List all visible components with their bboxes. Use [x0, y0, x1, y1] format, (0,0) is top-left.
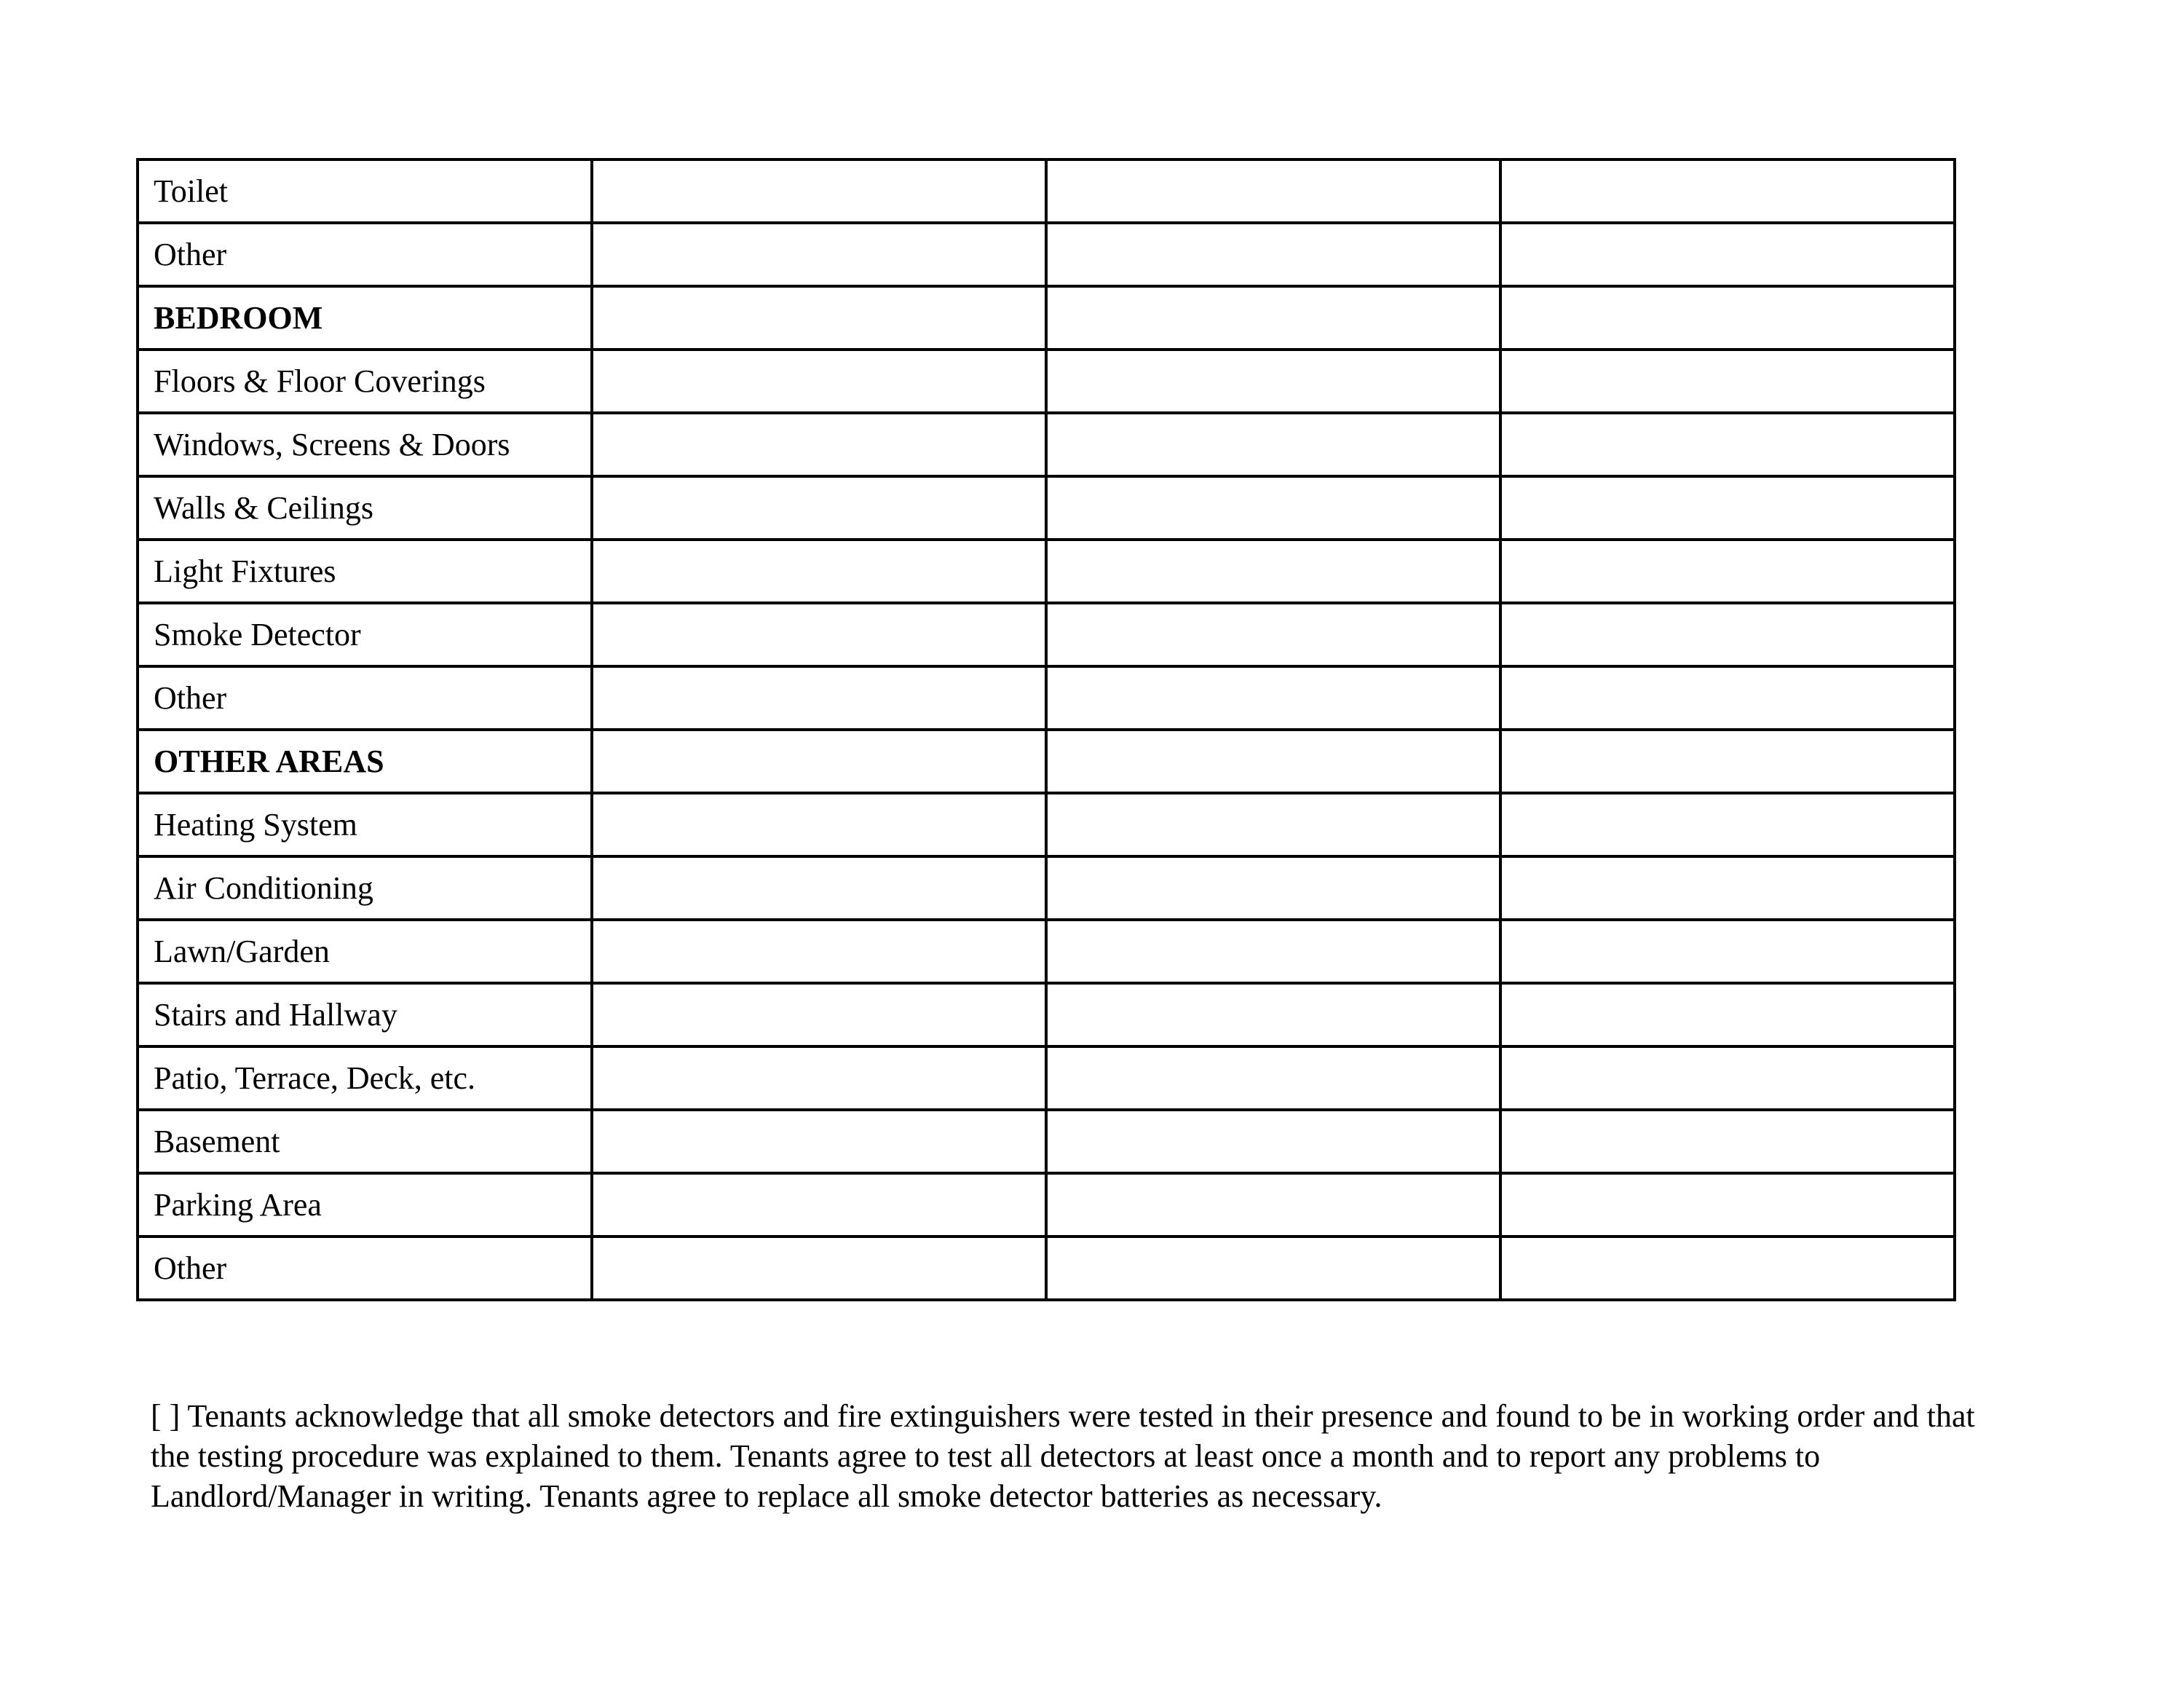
blank-entry-cell[interactable]: [1046, 603, 1500, 666]
blank-entry-cell[interactable]: [1500, 286, 1955, 350]
blank-entry-cell[interactable]: [1046, 350, 1500, 413]
table-row: [138, 159, 1955, 223]
blank-entry-cell[interactable]: [1046, 286, 1500, 350]
blank-entry-cell[interactable]: [1046, 413, 1500, 476]
blank-entry-cell[interactable]: [592, 666, 1046, 730]
blank-entry-cell[interactable]: [592, 286, 1046, 350]
row-label: Toilet: [138, 159, 592, 223]
blank-entry-cell[interactable]: [592, 856, 1046, 920]
row-label: Stairs and Hallway: [138, 983, 592, 1046]
blank-entry-cell[interactable]: [1046, 666, 1500, 730]
blank-entry-cell[interactable]: [592, 223, 1046, 286]
blank-entry-cell[interactable]: [1046, 856, 1500, 920]
blank-entry-cell[interactable]: [592, 730, 1046, 793]
row-label: Other: [138, 1237, 592, 1300]
blank-entry-cell[interactable]: [1046, 730, 1500, 793]
blank-entry-cell[interactable]: [592, 793, 1046, 856]
table-row: [138, 603, 1955, 666]
blank-entry-cell[interactable]: [1500, 1110, 1955, 1173]
row-label: Smoke Detector: [138, 603, 592, 666]
blank-entry-cell[interactable]: [1046, 1173, 1500, 1237]
row-label: Light Fixtures: [138, 540, 592, 603]
blank-entry-cell[interactable]: [1500, 603, 1955, 666]
blank-entry-cell[interactable]: [1046, 1237, 1500, 1300]
blank-entry-cell[interactable]: [1500, 350, 1955, 413]
row-label: Other: [138, 666, 592, 730]
section-header-row: [138, 730, 1955, 793]
blank-entry-cell[interactable]: [592, 540, 1046, 603]
blank-entry-cell[interactable]: [592, 159, 1046, 223]
inspection-checklist-table: [136, 158, 1956, 1301]
blank-entry-cell[interactable]: [592, 1110, 1046, 1173]
section-header-row: [138, 286, 1955, 350]
table-row: [138, 856, 1955, 920]
blank-entry-cell[interactable]: [1500, 920, 1955, 983]
table-row: [138, 1173, 1955, 1237]
blank-entry-cell[interactable]: [1500, 856, 1955, 920]
blank-entry-cell[interactable]: [1046, 1046, 1500, 1110]
table-row: [138, 476, 1955, 540]
blank-entry-cell[interactable]: [592, 1173, 1046, 1237]
blank-entry-cell[interactable]: [1500, 1173, 1955, 1237]
blank-entry-cell[interactable]: [1046, 223, 1500, 286]
table-row: [138, 666, 1955, 730]
row-label: Heating System: [138, 793, 592, 856]
blank-entry-cell[interactable]: [1046, 476, 1500, 540]
row-label: Walls & Ceilings: [138, 476, 592, 540]
blank-entry-cell[interactable]: [1500, 1237, 1955, 1300]
table-row: [138, 1237, 1955, 1300]
table-row: [138, 413, 1955, 476]
table-row: [138, 920, 1955, 983]
section-header-label: OTHER AREAS: [138, 730, 592, 793]
blank-entry-cell[interactable]: [1500, 793, 1955, 856]
blank-entry-cell[interactable]: [1046, 983, 1500, 1046]
table-row: [138, 793, 1955, 856]
table-row: [138, 1046, 1955, 1110]
blank-entry-cell[interactable]: [1500, 666, 1955, 730]
table-row: [138, 983, 1955, 1046]
row-label: Windows, Screens & Doors: [138, 413, 592, 476]
blank-entry-cell[interactable]: [1046, 540, 1500, 603]
blank-entry-cell[interactable]: [1046, 1110, 1500, 1173]
blank-entry-cell[interactable]: [592, 476, 1046, 540]
blank-entry-cell[interactable]: [592, 1237, 1046, 1300]
table-row: [138, 540, 1955, 603]
blank-entry-cell[interactable]: [1500, 159, 1955, 223]
section-header-label: BEDROOM: [138, 286, 592, 350]
table-row: [138, 1110, 1955, 1173]
blank-entry-cell[interactable]: [1500, 983, 1955, 1046]
row-label: Basement: [138, 1110, 592, 1173]
checklist-body: [138, 159, 1955, 1300]
blank-entry-cell[interactable]: [592, 603, 1046, 666]
blank-entry-cell[interactable]: [592, 350, 1046, 413]
blank-entry-cell[interactable]: [1046, 920, 1500, 983]
blank-entry-cell[interactable]: [1500, 476, 1955, 540]
row-label: Lawn/Garden: [138, 920, 592, 983]
blank-entry-cell[interactable]: [592, 413, 1046, 476]
blank-entry-cell[interactable]: [1500, 413, 1955, 476]
row-label: Patio, Terrace, Deck, etc.: [138, 1046, 592, 1110]
table-row: [138, 223, 1955, 286]
blank-entry-cell[interactable]: [1500, 540, 1955, 603]
row-label: Air Conditioning: [138, 856, 592, 920]
table-row: [138, 350, 1955, 413]
row-label: Parking Area: [138, 1173, 592, 1237]
blank-entry-cell[interactable]: [1500, 730, 1955, 793]
row-label: Floors & Floor Coverings: [138, 350, 592, 413]
blank-entry-cell[interactable]: [1046, 159, 1500, 223]
smoke-detector-acknowledgment: [ ] Tenants acknowledge that all smoke detectors and fire extinguishers were tested in their presence and found to be in working order and that the testing procedure was explained to them. Tenants agree to test all detectors at least once a month and to report any problems to Landlord/Manager in writing. Tenants agree to replace all smoke detector batteries as necessary.: [151, 1398, 1975, 1514]
blank-entry-cell[interactable]: [592, 920, 1046, 983]
blank-entry-cell[interactable]: [592, 1046, 1046, 1110]
blank-entry-cell[interactable]: [1500, 1046, 1955, 1110]
blank-entry-cell[interactable]: [1046, 793, 1500, 856]
row-label: Other: [138, 223, 592, 286]
blank-entry-cell[interactable]: [1500, 223, 1955, 286]
blank-entry-cell[interactable]: [592, 983, 1046, 1046]
